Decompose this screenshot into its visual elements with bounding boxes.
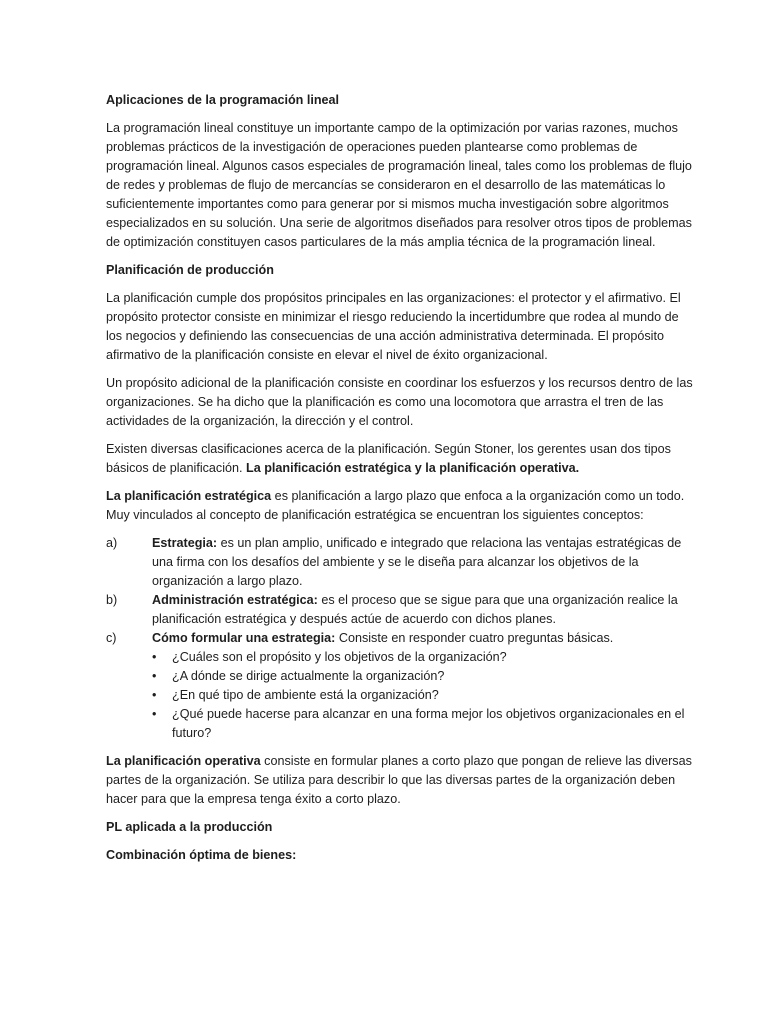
question-text: ¿Cuáles son el propósito y los objetivos de la organización? xyxy=(172,650,507,664)
list-item xyxy=(152,648,698,667)
paragraph-planificacion-estrategica xyxy=(106,487,698,525)
estrategica-term: La planificación estratégica xyxy=(106,489,272,503)
estrategica-text: es planificación a largo plazo que enfoca a la organización como un todo. Muy vinculados al concepto de planificación estratégica se encuentran los siguientes conceptos: xyxy=(106,489,685,522)
bullet-icon: • xyxy=(152,669,157,683)
operativa-term: La planificación operativa xyxy=(106,754,261,768)
paragraph-planificacion-operativa xyxy=(106,752,698,809)
question-text: ¿Qué puede hacerse para alcanzar en una forma mejor los objetivos organizacionales en el futuro? xyxy=(172,707,685,740)
bullet-icon: • xyxy=(152,688,157,702)
operativa-text: consiste en formular planes a corto plazo que pongan de relieve las diversas partes de la organización. Se utiliza para describir lo que las diversas partes de la organización deben hacer para que la empresa tenga éxito a corto plazo. xyxy=(106,754,692,806)
list-marker: a) xyxy=(106,536,118,550)
list-item-term: Estrategia: xyxy=(152,536,218,550)
list-item-text: Consiste en responder cuatro preguntas básicas. xyxy=(335,631,614,645)
questions-list xyxy=(152,648,698,743)
document-title: Aplicaciones de la programación lineal xyxy=(106,93,340,107)
list-item-text: es el proceso que se sigue para que una organización realice la planificación estratégica y después actúe de acuerdo con dichos planes. xyxy=(152,593,678,626)
bullet-icon: • xyxy=(152,650,157,664)
question-text: ¿En qué tipo de ambiente está la organización? xyxy=(172,688,439,702)
list-marker: c) xyxy=(106,631,117,645)
intro-paragraph: La programación lineal constituye un importante campo de la optimización por varias razones, muchos problemas prácticos de la investigación de operaciones pueden plantearse como problemas de programación lineal. Algunos casos especiales de programación lineal, tales como los problemas de flujo de redes y problemas de flujo de mercancías se consideraron en el desarrollo de las matemáticas lo suficientemente importantes como para generar por si mismos mucha investigación sobre algoritmos especializados en su solución. Una serie de algoritmos diseñados para resolver otros tipos de problemas de optimización constituyen casos particulares de la más amplia técnica de la programación lineal. xyxy=(106,121,692,249)
paragraph-clasificaciones xyxy=(106,440,698,478)
list-item xyxy=(106,591,698,629)
list-item-term: Cómo formular una estrategia: xyxy=(152,631,336,645)
paragraph-propositos: La planificación cumple dos propósitos principales en las organizaciones: el protector y el afirmativo. El propósito protector consiste en minimizar el riesgo reduciendo la incertidumbre que rodea al mundo de los negocios y definiendo las consecuencias de una acción administrativa determinada. El propósito afirmativo de la planificación consiste en elevar el nivel de éxito organizacional. xyxy=(106,291,681,362)
clasificaciones-bold: La planificación estratégica y la planificación operativa. xyxy=(246,461,580,475)
list-item xyxy=(152,705,698,743)
list-item xyxy=(152,667,698,686)
bullet-icon: • xyxy=(152,707,157,721)
question-text: ¿A dónde se dirige actualmente la organización? xyxy=(172,669,445,683)
concepts-list xyxy=(106,534,698,743)
list-item xyxy=(106,629,698,743)
clasificaciones-text: Existen diversas clasificaciones acerca de la planificación. Según Stoner, los gerentes usan dos tipos básicos de planificación. xyxy=(106,442,671,475)
list-item xyxy=(106,534,698,591)
list-item-term: Administración estratégica: xyxy=(152,593,318,607)
paragraph-proposito-adicional: Un propósito adicional de la planificación consiste en coordinar los esfuerzos y los recursos dentro de las organizaciones. Se ha dicho que la planificación es como una locomotora que arrastra el tren de las actividades de la organización, la dirección y el control. xyxy=(106,376,693,428)
list-item-text: es un plan amplio, unificado e integrado que relaciona las ventajas estratégicas de una firma con los desafíos del ambiente y se le diseña para alcanzar los objetivos de la organización a largo plazo. xyxy=(152,536,682,588)
section-heading-pl-produccion: PL aplicada a la producción xyxy=(106,820,273,834)
section-heading-combinacion: Combinación óptima de bienes: xyxy=(106,848,297,862)
list-marker: b) xyxy=(106,593,118,607)
list-item xyxy=(152,686,698,705)
section-heading-planificacion: Planificación de producción xyxy=(106,263,274,277)
